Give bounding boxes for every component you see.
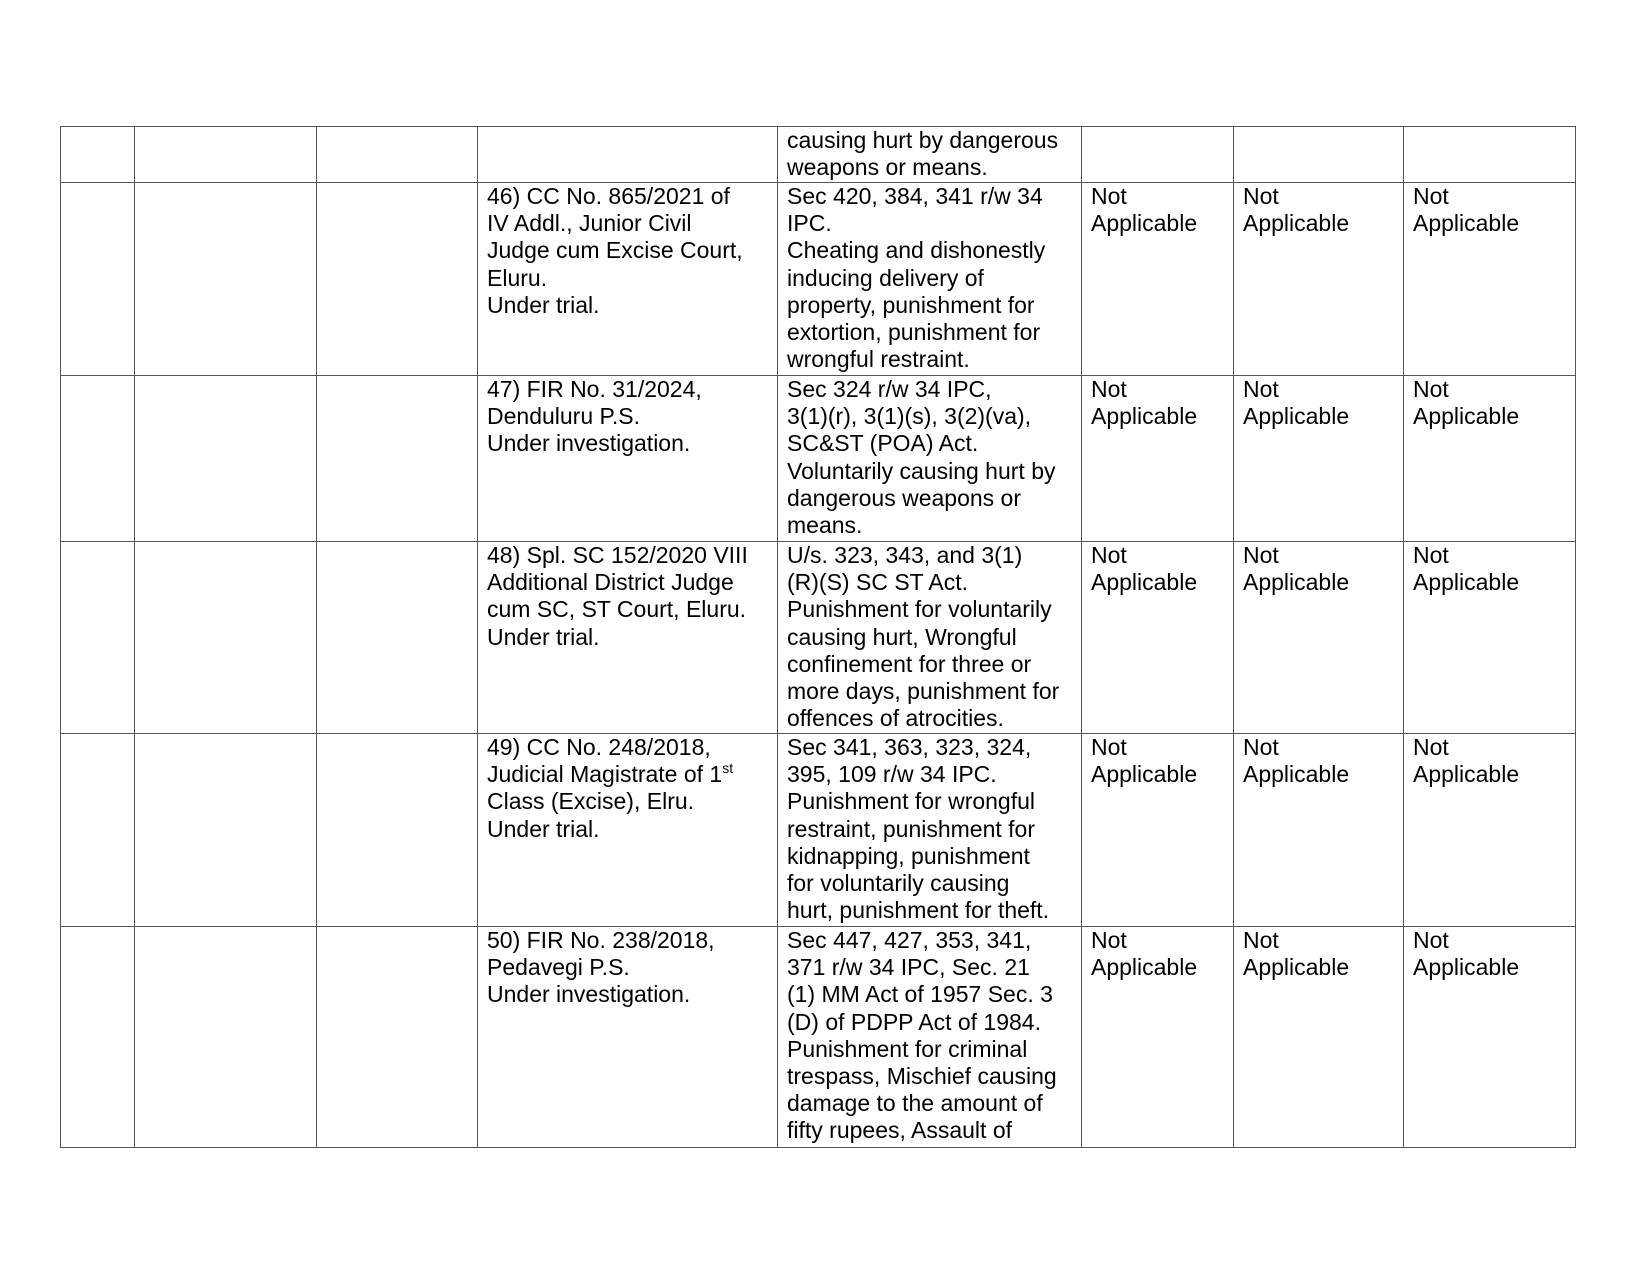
applicability-cell: Not Applicable [1234, 542, 1404, 734]
applicability-cell: Not Applicable [1234, 183, 1404, 376]
offence-cell: Sec 447, 427, 353, 341, 371 r/w 34 IPC, Sec. 21 (1) MM Act of 1957 Sec. 3 (D) of PDPP Act of 1984. Punishment for criminal trespass, Mischief causing damage to the amount of fifty rupees, Assault of [778, 927, 1082, 1148]
case-line: 49) CC No. 248/2018, [487, 734, 711, 760]
applicability-cell: Not Applicable [1082, 734, 1234, 927]
offence-cell: Sec 324 r/w 34 IPC, 3(1)(r), 3(1)(s), 3(2)(va), SC&ST (POA) Act. Voluntarily causing hurt by dangerous weapons or means. [778, 376, 1082, 542]
applicability-cell [1082, 127, 1234, 183]
applicability-cell: Not Applicable [1234, 734, 1404, 927]
applicability-cell: Not Applicable [1082, 183, 1234, 376]
cell-empty [135, 542, 317, 734]
cell-empty [135, 376, 317, 542]
applicability-cell: Not Applicable [1404, 542, 1576, 734]
applicability-cell: Not Applicable [1082, 927, 1234, 1148]
cell-empty [317, 542, 478, 734]
applicability-cell: Not Applicable [1234, 927, 1404, 1148]
case-text: Class (Excise), Elru. Under trial. [487, 788, 695, 842]
case-cell: 47) FIR No. 31/2024, Denduluru P.S. Under investigation. [478, 376, 778, 542]
table-row [61, 542, 1576, 734]
case-line [487, 761, 733, 787]
cell-empty [61, 183, 135, 376]
cell-empty [317, 376, 478, 542]
cell-empty [61, 734, 135, 927]
offence-cell: Sec 341, 363, 323, 324, 395, 109 r/w 34 IPC. Punishment for wrongful restraint, punishment for kidnapping, punishment for voluntarily causing hurt, punishment for theft. [778, 734, 1082, 927]
offence-cell: U/s. 323, 343, and 3(1) (R)(S) SC ST Act. Punishment for voluntarily causing hurt, Wrongful confinement for three or more days, punishment for offences of atrocities. [778, 542, 1082, 734]
case-text: Judicial Magistrate of 1 [487, 761, 723, 788]
case-cell: 50) FIR No. 238/2018, Pedavegi P.S. Under investigation. [478, 927, 778, 1148]
applicability-cell: Not Applicable [1404, 376, 1576, 542]
applicability-cell: Not Applicable [1404, 927, 1576, 1148]
applicability-cell: Not Applicable [1404, 183, 1576, 376]
table-row [61, 376, 1576, 542]
table-row [61, 927, 1576, 1148]
case-cell: 48) Spl. SC 152/2020 VIII Additional District Judge cum SC, ST Court, Eluru. Under trial. [478, 542, 778, 734]
cell-empty [135, 183, 317, 376]
cell-empty [317, 927, 478, 1148]
offence-cell: Sec 420, 384, 341 r/w 34 IPC. Cheating and dishonestly inducing delivery of property, punishment for extortion, punishment for wrongful restraint. [778, 183, 1082, 376]
applicability-cell: Not Applicable [1082, 542, 1234, 734]
cell-empty [135, 927, 317, 1148]
applicability-cell: Not Applicable [1404, 734, 1576, 927]
case-cell: 46) CC No. 865/2021 of IV Addl., Junior Civil Judge cum Excise Court, Eluru. Under trial. [478, 183, 778, 376]
cell-empty [135, 734, 317, 927]
applicability-cell: Not Applicable [1082, 376, 1234, 542]
cell-empty [61, 927, 135, 1148]
applicability-cell [1234, 127, 1404, 183]
cases-table [60, 126, 1576, 1148]
cell-empty [317, 183, 478, 376]
cell-empty [135, 127, 317, 183]
table-row [61, 127, 1576, 183]
ordinal-superscript: st [722, 760, 734, 777]
cell-empty [61, 542, 135, 734]
applicability-cell [1404, 127, 1576, 183]
table-row [61, 183, 1576, 376]
offence-cell: causing hurt by dangerous weapons or means. [778, 127, 1082, 183]
case-cell [478, 127, 778, 183]
cell-empty [317, 734, 478, 927]
table-row [61, 734, 1576, 927]
case-cell [478, 734, 778, 927]
cell-empty [317, 127, 478, 183]
cell-empty [61, 376, 135, 542]
cell-empty [61, 127, 135, 183]
applicability-cell: Not Applicable [1234, 376, 1404, 542]
